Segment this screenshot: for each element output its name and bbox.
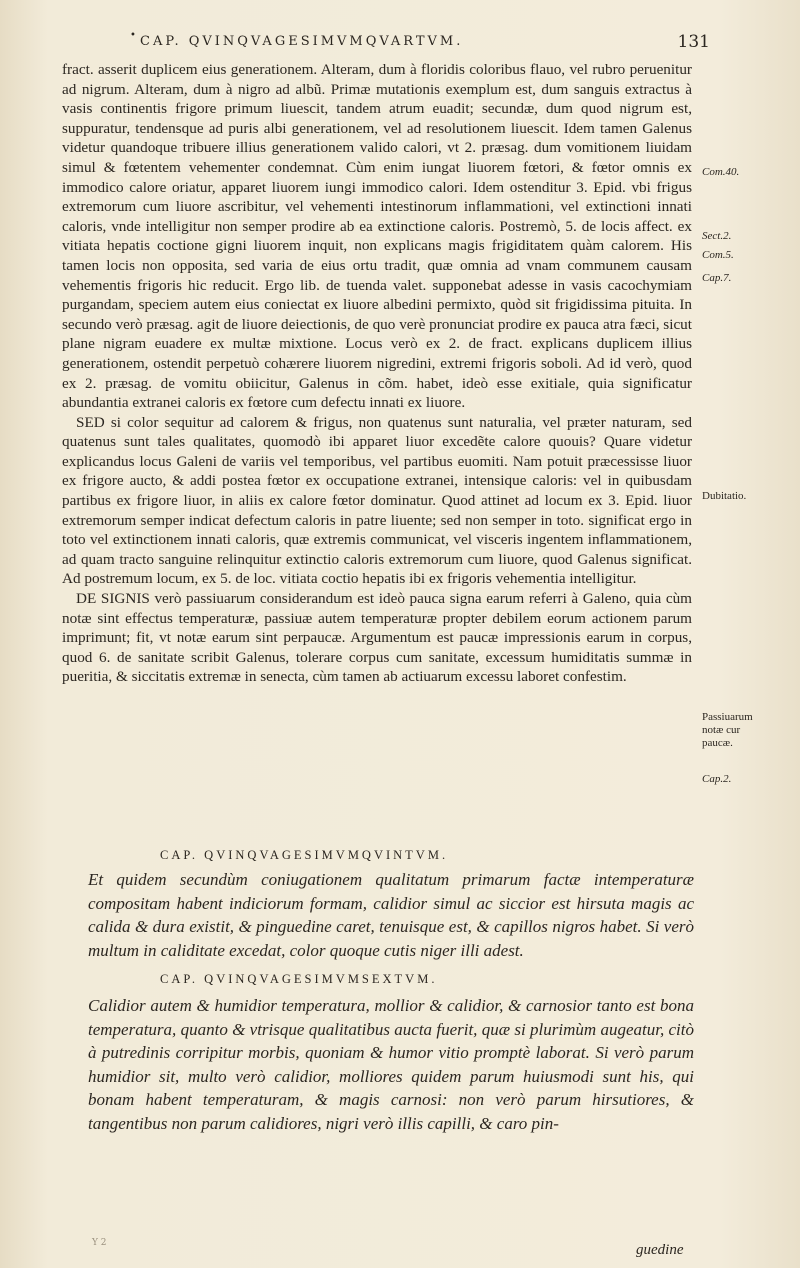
running-header bbox=[140, 34, 710, 54]
margin-note-cap7: Cap.7. bbox=[702, 272, 732, 284]
margin-note-notae-cur: notæ cur bbox=[702, 724, 741, 736]
margin-note-sect2: Sect.2. bbox=[702, 230, 732, 242]
running-header-title: CAP. QVINQVAGESIMVMQVARTVM. bbox=[140, 34, 464, 49]
margin-note-com5: Com.5. bbox=[702, 249, 734, 261]
chapter-55-text: Et quidem secundùm coniugationem qualitatum primarum factæ intemperaturæ compositam habent indiciorum formam, calidior simul ac siccior est hirsuta magis ac calida & dura existit, & pinguedine caret, tenuisque est, & capillos nigros habet. Si verò multum in caliditate excedat, color quoque cutis niger illi adest. bbox=[88, 870, 694, 960]
margin-note-paucae: paucæ. bbox=[702, 737, 733, 749]
page-number: 131 bbox=[677, 32, 710, 52]
chapter-56-title: CAP. QVINQVAGESIMVMSEXTVM. bbox=[160, 972, 438, 986]
catchword: guedine bbox=[636, 1242, 684, 1258]
margin-note-passiuarum: Passiuarum bbox=[702, 711, 753, 723]
margin-note-dubitatio: Dubitatio. bbox=[702, 490, 747, 502]
signature-mark: Y 2 bbox=[92, 1238, 107, 1248]
margin-note-com40: Com.40. bbox=[702, 166, 740, 178]
paragraph-1: fract. asserit duplicem eius generationem. Alteram, dum à floridis coloribus flauo, vel rubro peruenitur ad nigrum. Alteram, dum à nigro ad albũ. Primæ mutationis exemplum est, dum sanguis extractus à vasis continentis frigore primum liuescit, tandem atrum euadit; secundæ, dum quod nigrum est, suppuratur, tendensque ad puris albi generationem, vel ad resolutionem liuescit. Idem tamen Galenus videtur quandoque tribuere illius generationem valido calori, vt 2. præsag. dum vomitionem liuidam simul & fœtentem vehementer condemnat. Cùm enim iungat liuorem fœtori, & fœtor omnis ex immodico calore oriatur, apparet liuorem iungi immodico calori. Idem ostenditur 3. Epid. vbi frigus extremorum cum liuore ascribitur, vel vehementi intestinorum inflammationi, vel extinctioni innati caloris, vnde intelligitur non semper prodire ab ea extinctione caloris. Postremò, 5. de locis affect. ex vitiata hepatis coctione gigni liuorem inquit, non explicans magis frigiditatem quàm calorem. His tamen locis non opposita, sed varia de eius ortu tradit, quæ omnia ad vnam communem causam vehementis frigoris hic reducit. Ergo lib. de tuenda valet. supponebat adesse in vasis cacochymiam purgandam, speciem autem eius coniectat ex liuore albedini permixto, quòd sit frigidissima pituita. In secundo verò præsag. agit de liuore deiectionis, de quo verè pronunciat prodire ex pauca atra fæci, sicut plane nigram euadere ex multæ mixtione. Locus verò ex 2. de fract. explicans duplicem illius generationem, ostendit perpetuò cohærere liuorem nigredini, extremi frigoris soboli. Ad id verò, quod ex 2. præsag. de vomitu obiicitur, Galenus in cõm. habet, ideò esse exitiale, quia significatur abundantia extranei caloris ex fœtore cum defectu innati ex liuore. bbox=[62, 61, 692, 412]
main-text-block bbox=[62, 60, 692, 687]
margin-note-cap2: Cap.2. bbox=[702, 773, 732, 785]
chapter-55-title: CAP. QVINQVAGESIMVMQVINTVM. bbox=[160, 848, 449, 862]
paragraph-2: SED si color sequitur ad calorem & frigus, non quatenus sunt naturalia, vel præter naturam, sed quatenus sunt tales qualitates, quomodò ibi apparet liuor excedẽte calore quouis? Quare videtur explicandus locus Galeni de variis vel temporibus, vel partibus euomiti. Nam potuit præcessisse liuor ex frigore aucto, & addi postea fœtor ex occupatione extranei, intensique caloris: vel in quibusdam partibus ex frigore liuor, in aliis ex calore fœtor dominatur. Quod attinet ad locum ex 3. Epid. liuor extremorum semper indicat defectum caloris in patre liuente; sed non semper in toto. significat ergo in toto vel extinctionem innati caloris, quæ extremis communicat, vel visceris ingentem inflammationem, ad quam tracto sanguine relinquitur extinctio caloris extremorum cum liuore, quod Galenus significat. Ad postremum locum, ex 5. de loc. vitiata coctio hepatis ibi ex frigoris vehementia intelligitur. bbox=[62, 413, 692, 588]
paragraph-3: DE SIGNIS verò passiuarum considerandum est ideò pauca signa earum referri à Galeno, quia cùm notæ sint effectus temperaturæ, passiuæ autem temperaturæ propter debilem eorum actionem parum imprimunt; fit, vt notæ earum sint perpaucæ. Argumentum est paucæ impressionis earum in corpus, quod 6. de sanitate scribit Galenus, tolerare corpus cum sanitate, excessum humiditatis summæ in pueritia, & siccitatis extremæ in senecta, cùm tamen ab actiuarum excessu laboret confestim. bbox=[62, 590, 692, 686]
printer-mark: • bbox=[130, 30, 136, 41]
chapter-56-text: Calidior autem & humidior temperatura, mollior & calidior, & carnosior tanto est bona temperatura, quanto & vtrisque qualitatibus aucta fuerit, quæ si plurimùm augeatur, citò à putredinis corripitur morbis, quoniam & humor vitio promptè laborat. Si verò parum humidior sit, multo verò calidior, molliores quidem parum huiusmodi sunt his, qui bonam habent temperaturam, & magis carnosi: non verò parum hirsutiores, & tangentibus non parum calidiores, nigri verò illis capilli, & caro pin- bbox=[88, 996, 694, 1133]
